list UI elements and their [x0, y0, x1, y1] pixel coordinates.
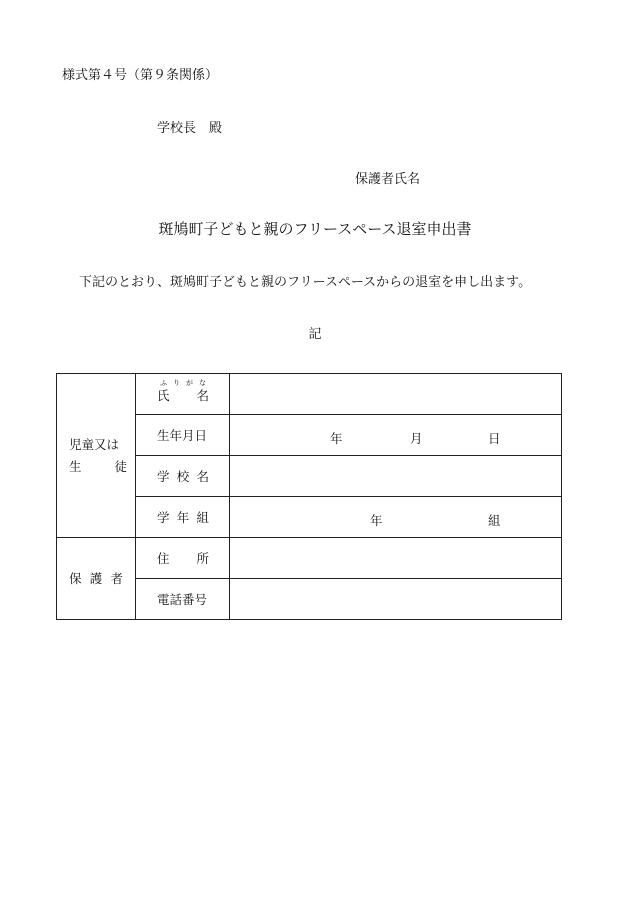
grade-label-cell: [136, 497, 230, 538]
guardian-group-label-cell: [57, 538, 136, 620]
birth-year-mark: 年: [330, 431, 343, 446]
birth-month-mark: 月: [410, 431, 423, 446]
school-label-char: 名: [196, 469, 209, 484]
birth-label: 生年月日: [136, 415, 230, 456]
birth-day-mark: 日: [488, 431, 501, 446]
student-group-line1: 児童又は: [69, 436, 120, 452]
phone-field[interactable]: [230, 579, 562, 620]
name-label-cell: [136, 374, 230, 415]
student-group-label: [57, 374, 136, 538]
address-label-char: 住: [157, 551, 170, 566]
school-label-cell: [136, 456, 230, 497]
student-group-line2-left: 生: [69, 458, 82, 474]
guardian-group-label: [69, 568, 123, 590]
grade-label-char: 組: [196, 510, 209, 525]
school-name-field[interactable]: [230, 456, 562, 497]
grade-class-mark: 組: [488, 513, 501, 528]
address-label-cell: [136, 538, 230, 579]
birth-date-field[interactable]: [230, 415, 562, 456]
form-number: 様式第４号（第９条関係）: [62, 68, 219, 83]
grade-label: [157, 508, 209, 526]
grade-label-char: 学: [157, 510, 170, 525]
name-label-text: [157, 386, 209, 404]
name-label-char: 名: [196, 387, 209, 403]
guardian-label-char: 護: [89, 570, 103, 586]
school-label-char: 校: [176, 469, 190, 484]
address-label: [157, 549, 209, 567]
furigana-char: り: [173, 378, 180, 387]
guardian-label-char: 保: [69, 570, 82, 586]
body-text: 下記のとおり、斑鳩町子どもと親のフリースペースからの退室を申し出ます。: [79, 275, 532, 290]
table-row: [57, 538, 562, 579]
address-field[interactable]: [230, 538, 562, 579]
address-label-char: 所: [196, 551, 209, 566]
grade-year-mark: 年: [370, 513, 383, 528]
furigana-char: ふ: [160, 378, 167, 387]
furigana-char: が: [186, 378, 193, 387]
name-field[interactable]: [230, 374, 562, 415]
grade-class-field[interactable]: [230, 497, 562, 538]
addressee: 学校長 殿: [157, 121, 223, 136]
name-label-char: 氏: [157, 387, 170, 403]
grade-label-char: 年: [176, 510, 190, 525]
phone-label: 電話番号: [136, 579, 230, 620]
name-label: [157, 378, 209, 403]
school-label: [157, 467, 209, 485]
ki-mark: 記: [308, 327, 322, 342]
document-title: 斑鳩町子どもと親のフリースペース退室申出書: [158, 220, 472, 238]
application-form-table: [56, 373, 562, 620]
student-group-line2-right: 徒: [114, 458, 127, 474]
guardian-name-label: 保護者氏名: [355, 172, 421, 187]
guardian-label-char: 者: [110, 570, 123, 586]
school-label-char: 学: [157, 469, 170, 484]
student-group-line2: [69, 456, 135, 478]
table-row: [57, 374, 562, 415]
furigana-char: な: [199, 378, 206, 387]
